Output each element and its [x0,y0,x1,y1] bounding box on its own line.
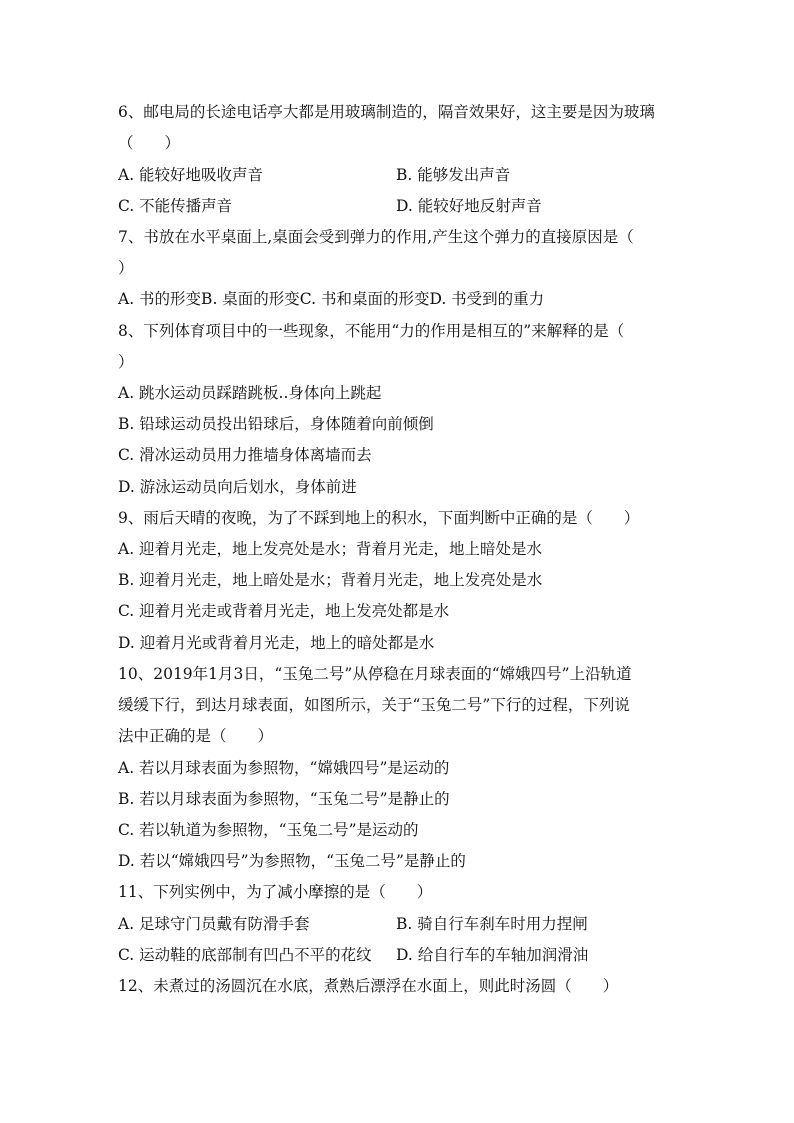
question-11-option-c: C. 运动鞋的底部制有凹凸不平的花纹 [118,946,372,964]
question-6-option-b: B. 能够发出声音 [396,166,511,184]
question-9-option-c: C. 迎着月光走或背着月光走，地上发亮处都是水 [118,602,450,620]
question-9-option-d: D. 迎着月光或背着月光走，地上的暗处都是水 [118,634,435,652]
question-8-option-d: D. 游泳运动员向后划水，身体前进 [118,478,357,496]
question-9-stem: 9、雨后天晴的夜晚，为了不踩到地上的积水，下面判断中正确的是（ ） [118,509,640,527]
question-8-stem: 8、下列体育项目中的一些现象，不能用“力的作用是相互的”来解释的是（ [118,322,625,340]
question-7-options: A. 书的形变B. 桌面的形变C. 书和桌面的形变D. 书受到的重力 [118,290,545,308]
question-8-option-c: C. 滑冰运动员用力推墙身体离墙而去 [118,446,372,464]
question-10-stem-cont2: 法中正确的是（ ） [118,727,274,745]
question-11-option-d: D. 给自行车的车轴加润滑油 [396,946,589,964]
question-10-option-d: D. 若以“嫦娥四号”为参照物，“玉兔二号”是静止的 [118,852,466,870]
question-9-option-a: A. 迎着月光走，地上发亮处是水；背着月光走，地上暗处是水 [118,540,543,558]
question-11-option-a: A. 足球守门员戴有防滑手套 [118,915,310,933]
question-7-stem: 7、书放在水平桌面上,桌面会受到弹力的作用,产生这个弹力的直接原因是（ [118,228,634,246]
question-9-option-b: B. 迎着月光走，地上暗处是水；背着月光走，地上发亮处是水 [118,571,543,589]
question-6-stem: 6、邮电局的长途电话亭大都是用玻璃制造的，隔音效果好，这主要是因为玻璃 [118,103,655,121]
question-10-option-c: C. 若以轨道为参照物，“玉兔二号”是运动的 [118,821,419,839]
question-6-option-d: D. 能较好地反射声音 [396,197,542,215]
question-6-stem-cont: （ ） [118,134,181,152]
question-11-option-b: B. 骑自行车刹车时用力捏闸 [396,915,588,933]
question-8-option-b: B. 铅球运动员投出铅球后，身体随着向前倾倒 [118,415,434,433]
question-6-option-c: C. 不能传播声音 [118,197,233,215]
question-10-stem-cont: 缓缓下行，到达月球表面，如图所示，关于“玉兔二号”下行的过程，下列说 [118,696,630,714]
question-12-stem: 12、未煮过的汤圆沉在水底，煮熟后漂浮在水面上，则此时汤圆（ ） [118,977,619,995]
question-8-option-a: A. 跳水运动员踩踏跳板..身体向上跳起 [118,384,382,402]
question-10-option-a: A. 若以月球表面为参照物，“嫦娥四号”是运动的 [118,759,450,777]
question-8-stem-cont: ） [118,353,134,371]
question-7-stem-cont: ） [118,259,134,277]
question-10-stem: 10、2019年1月3日，“玉兔二号”从停稳在月球表面的“嫦娥四号”上沿轨道 [118,665,632,683]
question-10-option-b: B. 若以月球表面为参照物，“玉兔二号”是静止的 [118,790,450,808]
question-11-stem: 11、下列实例中，为了减小摩擦的是（ ） [118,883,433,901]
question-6-option-a: A. 能较好地吸收声音 [118,166,264,184]
